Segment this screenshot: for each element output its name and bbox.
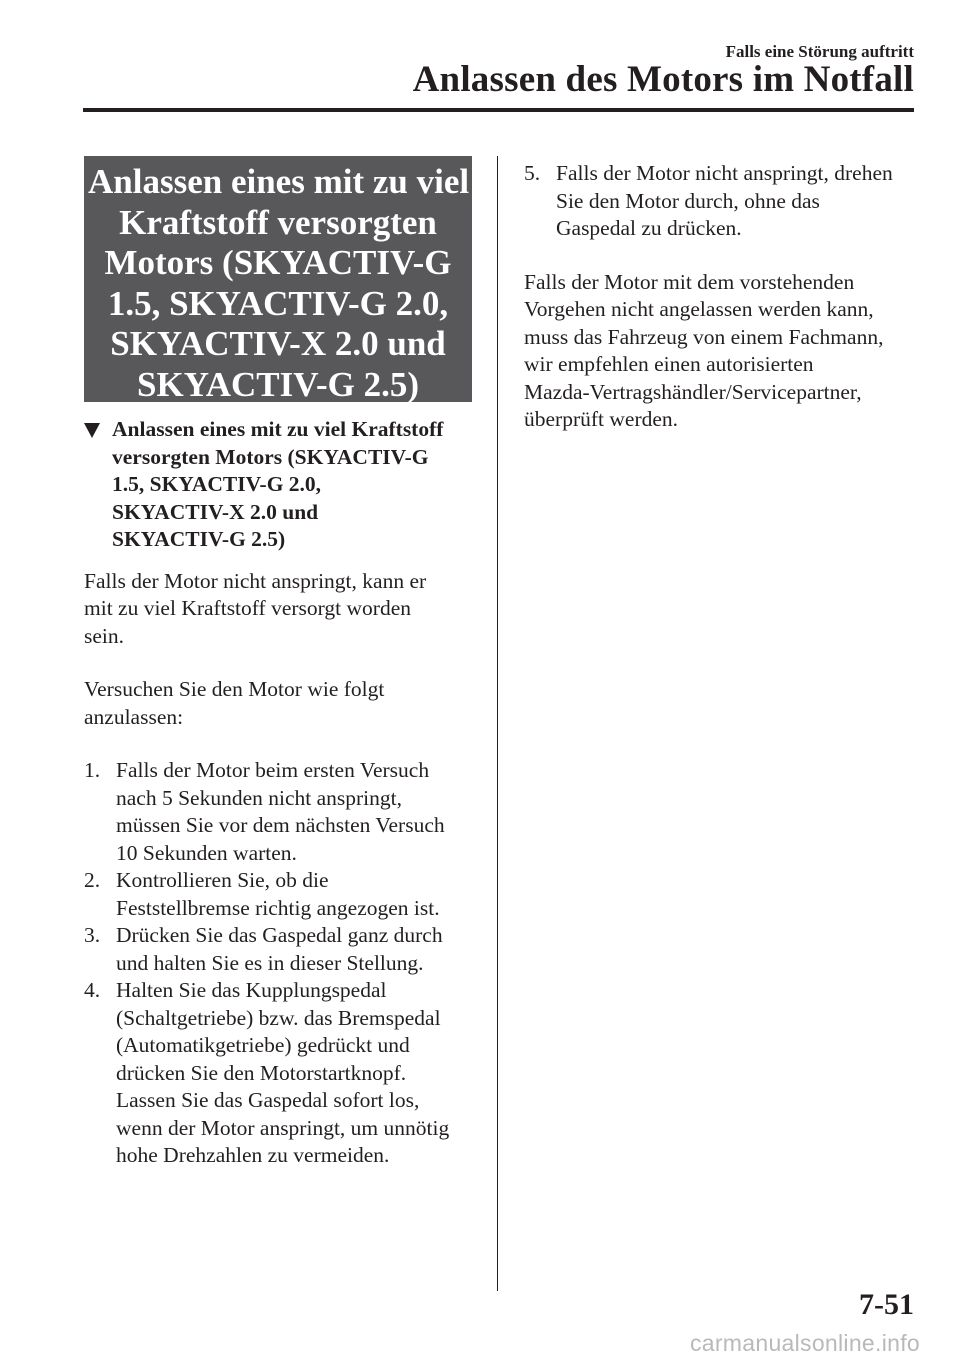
subheading-line: SKYACTIV-X 2.0 und [112, 499, 319, 524]
paragraph-line: Falls der Motor mit dem vorstehenden [524, 269, 855, 294]
paragraph-line: Falls der Motor nicht anspringt, kann er [84, 568, 427, 593]
paragraph-line: wir empfehlen einen autorisierten [524, 352, 814, 376]
right-column [524, 160, 916, 434]
step-line: Gaspedal zu drücken. [556, 216, 742, 240]
subheading-line: Anlassen eines mit zu viel Kraftstoff [112, 417, 444, 441]
subheading-line: 1.5, SKYACTIV-G 2.0, [112, 472, 322, 496]
running-header-section: Falls eine Störung auftritt [725, 42, 914, 61]
section-title-line: SKYACTIV-X 2.0 und [110, 324, 446, 363]
step-line: Feststellbremse richtig angezogen ist. [116, 895, 440, 920]
subheading [84, 416, 472, 554]
section-title-line: Kraftstoff versorgten [119, 202, 437, 242]
step-line: Sie den Motor durch, ohne das [556, 188, 820, 213]
section-title-line: SKYACTIV-G 2.5) [137, 364, 419, 404]
step-line: müssen Sie vor dem nächsten Versuch [116, 813, 445, 837]
section-title-line: Motors (SKYACTIV-G [104, 243, 452, 282]
step-line: Drücken Sie das Gaspedal ganz durch [116, 923, 443, 947]
steps-list [84, 757, 472, 1170]
step-line: hohe Drehzahlen zu vermeiden. [116, 1143, 390, 1167]
paragraph-line: sein. [84, 623, 125, 648]
step-line: Halten Sie das Kupplungspedal [116, 978, 387, 1002]
subheading-line: SKYACTIV-G 2.5) [112, 527, 286, 551]
step-line: (Automatikgetriebe) gedrückt und [116, 1033, 410, 1057]
step-number: 2. [84, 868, 101, 892]
step-number: 4. [84, 978, 101, 1002]
paragraph-line: muss das Fahrzeug von einem Fachmann, [524, 324, 884, 349]
header-rule [83, 108, 914, 112]
page-number: 7-51 [859, 1288, 914, 1321]
step-line: Kontrollieren Sie, ob die [116, 868, 329, 892]
left-column [84, 156, 472, 1170]
step-line: 10 Sekunden warten. [116, 840, 297, 865]
list-item [84, 757, 472, 867]
section-title-line: 1.5, SKYACTIV-G 2.0, [107, 283, 449, 323]
list-item [84, 977, 472, 1170]
closing-paragraph [524, 269, 916, 434]
watermark: carmanualsonline.info [689, 1330, 920, 1356]
subheading-line: versorgten Motors (SKYACTIV-G [112, 444, 429, 469]
step-line: nach 5 Sekunden nicht anspringt, [116, 785, 403, 810]
paragraph-line: überprüft werden. [524, 407, 679, 431]
step-line: (Schaltgetriebe) bzw. das Bremspedal [116, 1005, 441, 1030]
paragraph-line: anzulassen: [84, 704, 184, 729]
paragraph-line: Versuchen Sie den Motor wie folgt [84, 677, 385, 701]
step-line: wenn der Motor anspringt, um unnötig [116, 1115, 450, 1140]
step-line: und halten Sie es in dieser Stellung. [116, 950, 424, 975]
intro-paragraph-2 [84, 676, 472, 731]
paragraph-line: Vorgehen nicht angelassen werden kann, [524, 297, 874, 321]
step-line: drücken Sie den Motorstartknopf. [116, 1060, 407, 1085]
list-item [84, 867, 472, 922]
section-title-line: Anlassen eines mit zu viel [88, 162, 470, 201]
down-triangle-icon [84, 423, 100, 438]
paragraph-line: Mazda-Vertragshändler/Servicepartner, [524, 379, 862, 404]
column-divider [497, 156, 498, 1291]
paragraph-line: mit zu viel Kraftstoff versorgt worden [84, 596, 412, 620]
steps-list-continued [524, 160, 916, 243]
list-item [524, 160, 916, 243]
running-header-title: Anlassen des Motors im Notfall [412, 59, 914, 100]
step-number: 5. [524, 161, 541, 185]
step-line: Lassen Sie das Gaspedal sofort los, [116, 1088, 420, 1112]
step-line: Falls der Motor beim ersten Versuch [116, 758, 430, 782]
step-number: 3. [84, 923, 101, 947]
list-item [84, 922, 472, 977]
section-title-box [84, 156, 472, 402]
step-number: 1. [84, 758, 101, 782]
intro-paragraph-1 [84, 568, 472, 651]
step-line: Falls der Motor nicht anspringt, drehen [556, 161, 893, 185]
